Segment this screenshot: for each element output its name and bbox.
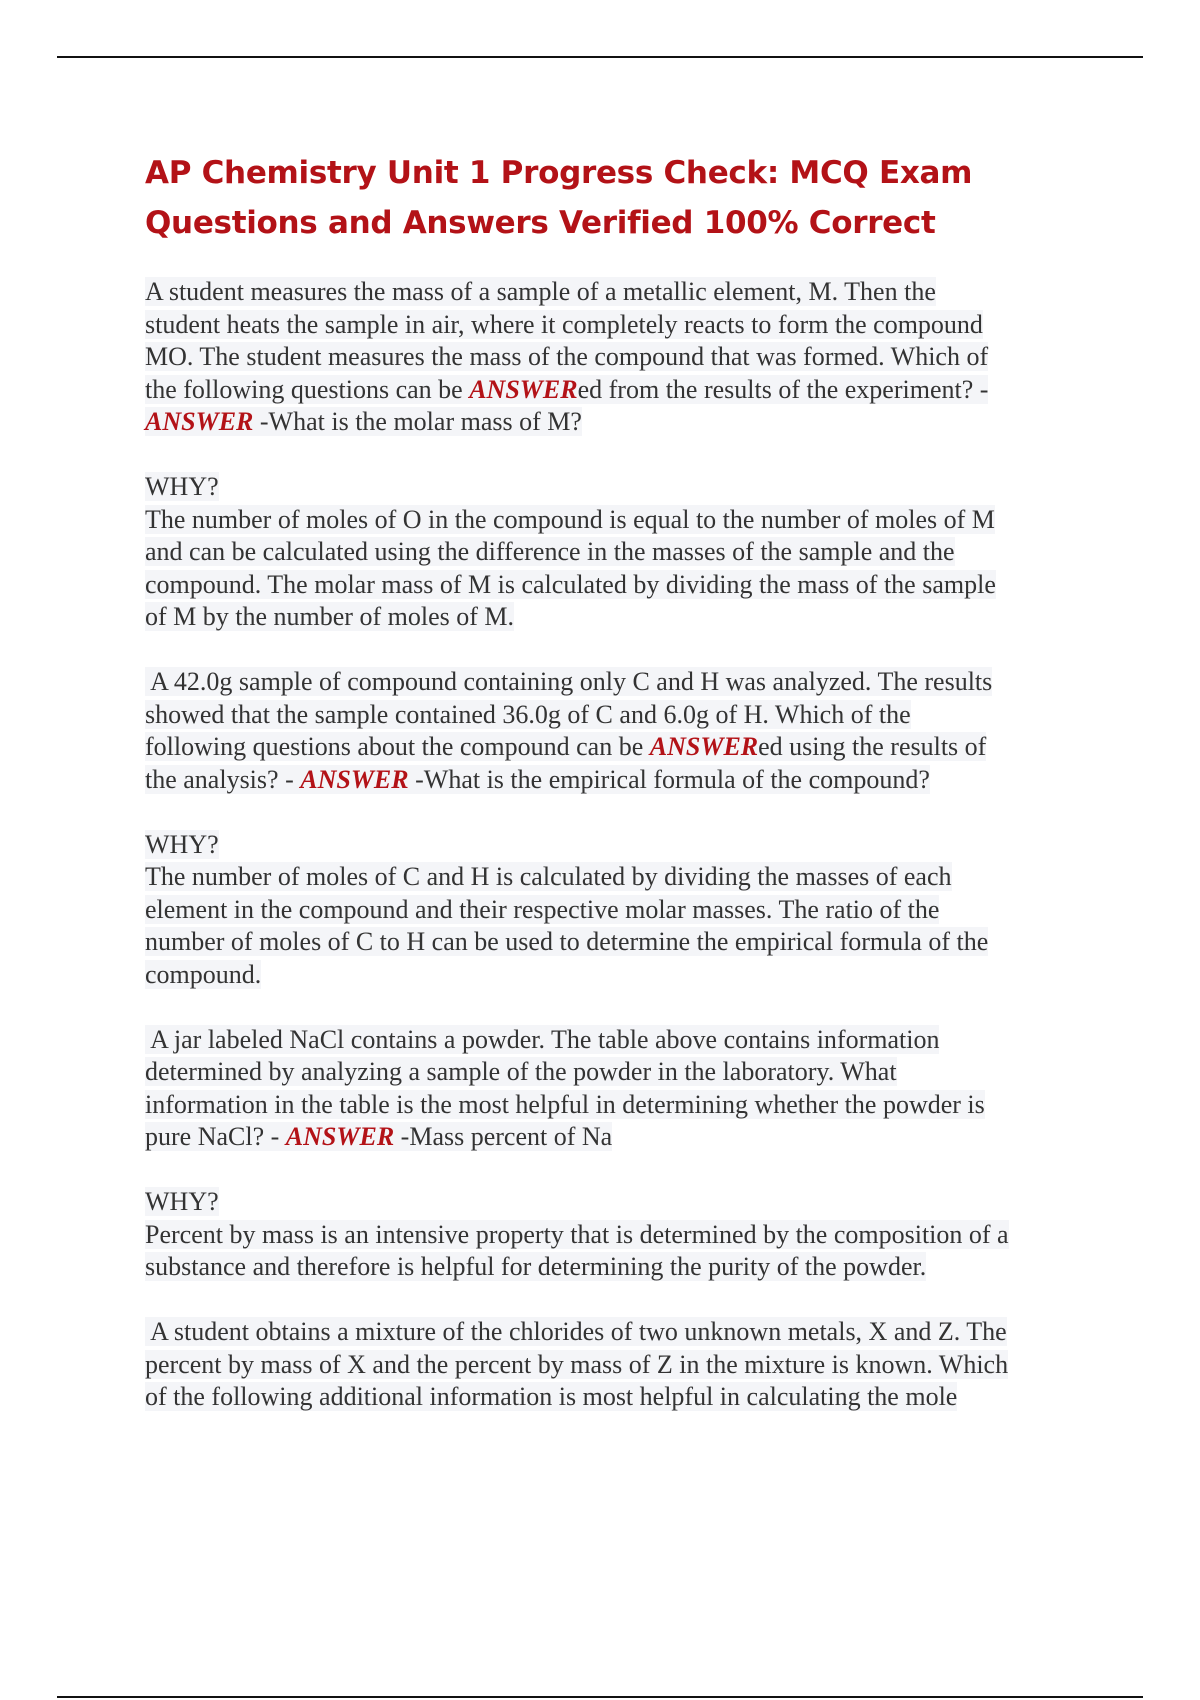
highlighted-text [145,862,952,891]
explanation-block [145,829,1105,992]
highlighted-text [145,895,939,924]
highlighted-text [145,830,219,859]
highlighted-text [145,310,983,339]
highlighted-text [145,1350,1008,1379]
highlighted-text [145,407,582,436]
text-segment: determined by analyzing a sample of the powder in the laboratory. What [145,1057,897,1086]
text-segment: WHY? [145,1187,219,1216]
text-line [145,699,1105,732]
text-segment: MO. The student measures the mass of the compound that was formed. Which of [145,342,989,371]
highlighted-text [145,1252,926,1281]
text-segment: element in the compound and their respective molar masses. The ratio of the [145,894,940,924]
text-segment: compound. [145,959,262,989]
text-segment: The number of moles of O in the compound is equal to the number of moles of M [145,504,995,534]
highlighted-text [145,1317,1007,1346]
text-line [145,341,1105,374]
text-line [145,1121,1105,1154]
text-segment: A student obtains a mixture of the chlorides of two unknown metals, X and Z. The [145,1317,1007,1346]
text-line [145,764,1105,797]
highlighted-text [145,700,911,729]
text-line [145,1024,1105,1057]
highlighted-text [145,537,955,566]
highlighted-text [145,602,514,631]
text-segment: information in the table is the most helpful in determining whether the powder is [145,1089,985,1119]
text-segment: showed that the sample contained 36.0g of C and 6.0g of H. Which of the [145,699,911,729]
text-segment: ed using the results of [758,732,987,761]
question-block [145,1024,1105,1154]
answer-label: ANSWER [300,764,409,794]
highlighted-text [145,342,988,371]
text-line [145,829,1105,862]
text-segment: following questions about the compound can be [145,732,650,761]
text-segment: A student measures the mass of a sample of a metallic element, M. Then the [145,277,936,306]
text-line [145,1251,1105,1284]
text-line [145,276,1105,309]
explanation-block [145,1186,1105,1284]
question-block [145,666,1105,796]
highlighted-text [145,472,219,501]
text-segment: percent by mass of X and the percent by mass of Z in the mixture is known. Which [145,1349,1009,1379]
question-block [145,1316,1105,1414]
text-line [145,861,1105,894]
highlighted-text [145,570,996,599]
highlighted-text [145,1025,939,1054]
text-segment: student heats the sample in air, where it completely reacts to form the compound [145,309,983,339]
answer-label: ANSWER [145,407,254,436]
text-segment: substance and therefore is helpful for determining the purity of the powder. [145,1252,927,1281]
text-line [145,1219,1105,1252]
text-line [145,536,1105,569]
text-line [145,504,1105,537]
text-segment: WHY? [145,829,219,859]
text-line [145,601,1105,634]
highlighted-text [145,1057,897,1086]
highlighted-text [145,732,986,761]
text-segment: of the following additional information is most helpful in calculating the mole [145,1382,958,1411]
text-line [145,1381,1105,1414]
text-line [145,894,1105,927]
text-line [145,1186,1105,1219]
top-rule [57,56,1143,58]
text-segment: -What is the molar mass of M? [253,407,582,436]
text-line [145,471,1105,504]
text-segment: of M by the number of moles of M. [145,602,515,631]
highlighted-text [145,765,930,794]
highlighted-text [145,1122,612,1151]
text-segment: The number of moles of C and H is calculated by dividing the masses of each [145,862,952,891]
text-line [145,374,1105,407]
highlighted-text [145,277,936,306]
answer-label: ANSWER [469,374,578,404]
text-segment: and can be calculated using the difference in the masses of the sample and the [145,537,955,566]
text-line [145,731,1105,764]
text-segment: ed from the results of the experiment? - [577,374,989,404]
title-line: Questions and Answers Verified 100% Correct [145,205,936,241]
question-block [145,276,1105,439]
text-segment: A 42.0g sample of compound containing only C and H was analyzed. The results [145,667,993,696]
text-segment: the analysis? - [145,764,301,794]
bottom-rule [57,1696,1143,1698]
document-title [145,148,1045,248]
text-line [145,1056,1105,1089]
highlighted-text [145,960,261,989]
highlighted-text [145,1090,985,1119]
text-segment: WHY? [145,472,219,501]
highlighted-text [145,375,988,404]
highlighted-text [145,927,988,956]
text-line [145,1349,1105,1382]
text-segment: A jar labeled NaCl contains a powder. The table above contains information [145,1024,940,1054]
text-segment: -Mass percent of Na [394,1122,613,1151]
explanation-block [145,471,1105,634]
text-segment: pure NaCl? - [145,1122,286,1151]
text-segment: -What is the empirical formula of the compound? [408,764,930,794]
text-segment: Percent by mass is an intensive property that is determined by the composition of a [145,1219,1009,1249]
text-line [145,569,1105,602]
text-segment: compound. The molar mass of M is calculated by dividing the mass of the sample [145,569,996,599]
highlighted-text [145,1382,957,1411]
text-line [145,959,1105,992]
highlighted-text [145,1187,219,1216]
text-line [145,1089,1105,1122]
title-line: AP Chemistry Unit 1 Progress Check: MCQ Exam [145,155,973,191]
answer-label: ANSWER [649,732,759,761]
text-line [145,666,1105,699]
text-line [145,406,1105,439]
text-segment: number of moles of C to H can be used to determine the empirical formula of the [145,927,989,956]
highlighted-text [145,1220,1009,1249]
text-line [145,309,1105,342]
text-line [145,926,1105,959]
document-body [145,276,1105,1446]
answer-label: ANSWER [285,1122,395,1151]
text-segment: the following questions can be [145,374,470,404]
highlighted-text [145,505,995,534]
highlighted-text [145,667,992,696]
text-line [145,1316,1105,1349]
